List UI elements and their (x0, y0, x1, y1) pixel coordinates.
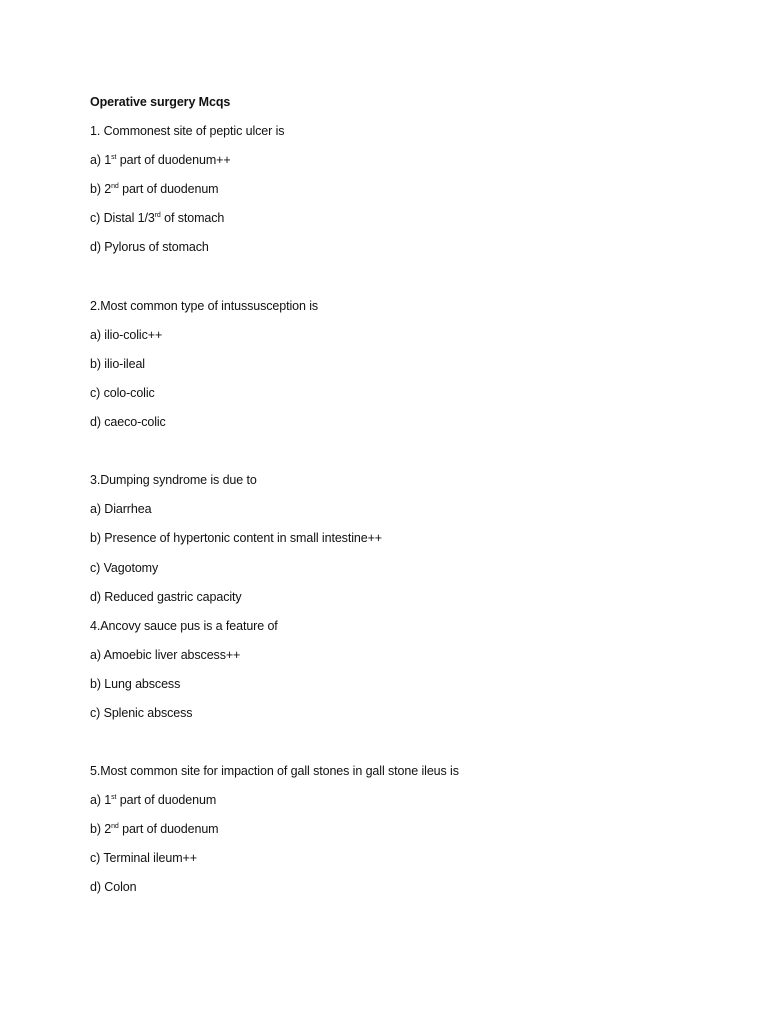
option: d) Pylorus of stomach (90, 240, 209, 254)
option: c) Terminal ileum++ (90, 851, 197, 865)
option: b) 2nd part of duodenum (90, 822, 219, 836)
option: a) Diarrhea (90, 502, 152, 516)
option: c) Distal 1/3rd of stomach (90, 211, 225, 225)
question-text: 1. Commonest site of peptic ulcer is (90, 124, 285, 138)
option: a) ilio-colic++ (90, 328, 163, 342)
question-text: 4.Ancovy sauce pus is a feature of (90, 619, 278, 633)
option: d) caeco-colic (90, 415, 166, 429)
page-title: Operative surgery Mcqs (90, 95, 231, 109)
option: b) Presence of hypertonic content in small intestine++ (90, 531, 382, 545)
option: a) 1st part of duodenum++ (90, 153, 231, 167)
option: b) ilio-ileal (90, 357, 145, 371)
question-text: 2.Most common type of intussusception is (90, 299, 319, 313)
option: a) Amoebic liver abscess++ (90, 648, 241, 662)
question-text: 5.Most common site for impaction of gall stones in gall stone ileus is (90, 764, 459, 778)
option: c) colo-colic (90, 386, 155, 400)
question-text: 3.Dumping syndrome is due to (90, 473, 257, 487)
option: b) Lung abscess (90, 677, 181, 691)
option: d) Reduced gastric capacity (90, 590, 242, 604)
option: a) 1st part of duodenum (90, 793, 217, 807)
option: b) 2nd part of duodenum (90, 182, 219, 196)
option: d) Colon (90, 880, 137, 894)
option: c) Splenic abscess (90, 706, 193, 720)
option: c) Vagotomy (90, 561, 159, 575)
